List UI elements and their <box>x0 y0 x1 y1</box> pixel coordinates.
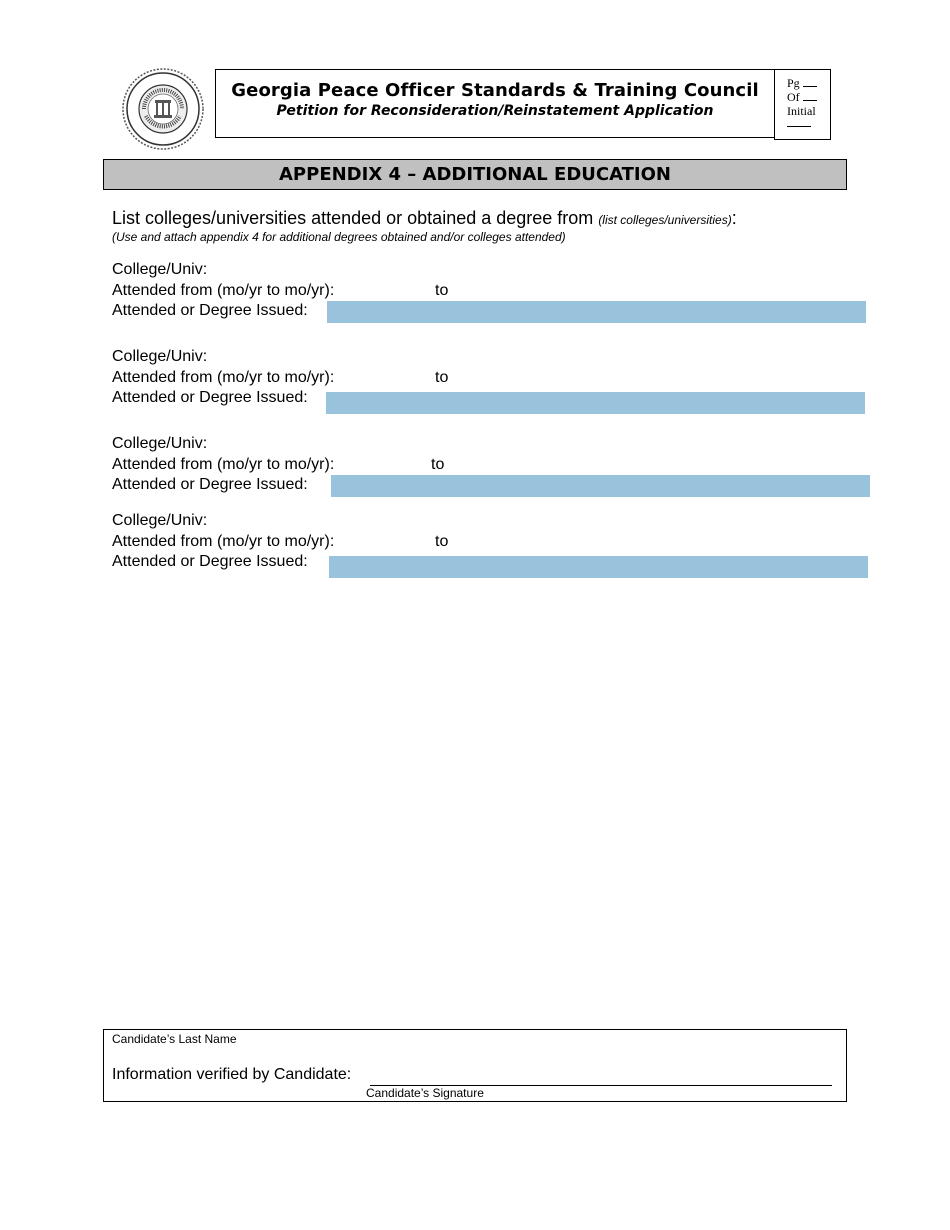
degree-field[interactable] <box>327 301 866 323</box>
degree-label: Attended or Degree Issued: <box>112 389 308 406</box>
attended-label: Attended from (mo/yr to mo/yr): <box>112 456 335 473</box>
candidate-verification-box <box>103 1029 847 1102</box>
initial-blank[interactable] <box>787 118 811 127</box>
org-title: Georgia Peace Officer Standards & Training Council <box>231 80 759 101</box>
college-label: College/Univ: <box>112 435 208 452</box>
college-label: College/Univ: <box>112 512 208 529</box>
verified-label: Information verified by Candidate: <box>112 1066 352 1083</box>
degree-field[interactable] <box>329 556 868 578</box>
pg-blank[interactable] <box>803 76 817 87</box>
intro-colon: : <box>731 208 737 228</box>
degree-label: Attended or Degree Issued: <box>112 302 308 319</box>
page-initial-box <box>774 69 831 140</box>
pg-label: Pg <box>787 76 800 90</box>
georgia-post-seal-icon <box>122 68 204 150</box>
attended-label: Attended from (mo/yr to mo/yr): <box>112 282 335 299</box>
college-label: College/Univ: <box>112 348 208 365</box>
last-name-label: Candidate’s Last Name <box>112 1032 237 1046</box>
header-title-box <box>215 69 774 138</box>
initial-label: Initial <box>787 104 816 118</box>
education-entry <box>0 348 950 418</box>
education-entry <box>0 261 950 331</box>
education-entry <box>0 435 950 505</box>
attended-label: Attended from (mo/yr to mo/yr): <box>112 533 335 550</box>
attended-label: Attended from (mo/yr to mo/yr): <box>112 369 335 386</box>
signature-label: Candidate’s Signature <box>366 1086 484 1100</box>
to-label: to <box>435 369 449 386</box>
degree-field[interactable] <box>331 475 870 497</box>
form-title: Petition for Reconsideration/Reinstatement Application <box>276 103 714 119</box>
degree-label: Attended or Degree Issued: <box>112 553 308 570</box>
to-label: to <box>435 282 449 299</box>
to-label: to <box>435 533 449 550</box>
intro-text <box>112 208 737 229</box>
education-entry <box>0 512 950 582</box>
to-label: to <box>431 456 445 473</box>
section-banner: APPENDIX 4 – ADDITIONAL EDUCATION <box>103 159 847 190</box>
degree-label: Attended or Degree Issued: <box>112 476 308 493</box>
intro-small: (list colleges/universities) <box>598 213 732 227</box>
intro-note: (Use and attach appendix 4 for additional degrees obtained and/or colleges attended) <box>112 230 566 244</box>
of-blank[interactable] <box>803 90 817 101</box>
degree-field[interactable] <box>326 392 865 414</box>
of-label: Of <box>787 90 800 104</box>
intro-main: List colleges/universities attended or obtained a degree from <box>112 208 594 228</box>
college-label: College/Univ: <box>112 261 208 278</box>
